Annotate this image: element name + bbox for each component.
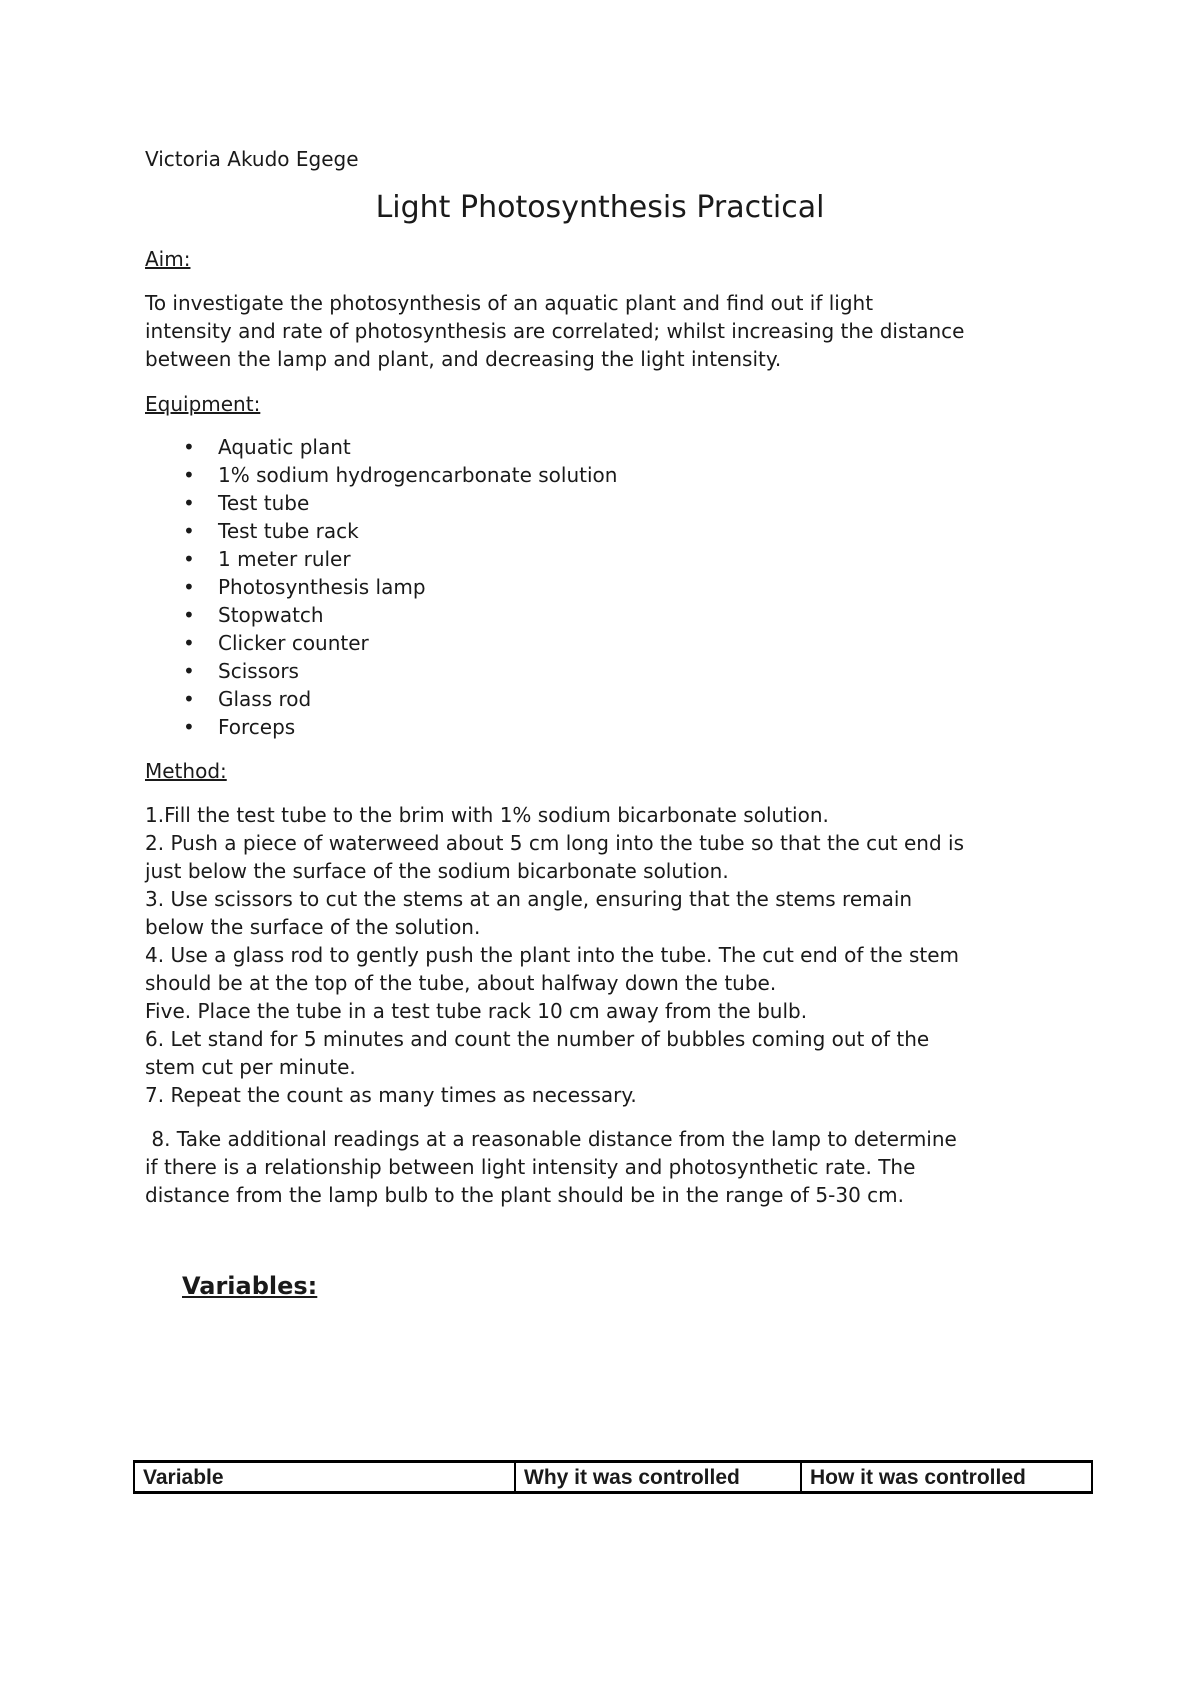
method-line: Five. Place the tube in a test tube rack 10 cm away from the bulb.: [145, 999, 808, 1023]
bullet-icon: •: [183, 715, 195, 739]
method-line: should be at the top of the tube, about halfway down the tube.: [145, 971, 777, 995]
method-line: 1.Fill the test tube to the brim with 1% sodium bicarbonate solution.: [145, 803, 829, 827]
bullet-icon: •: [183, 547, 195, 571]
method-line: 6. Let stand for 5 minutes and count the number of bubbles coming out of the: [145, 1027, 930, 1051]
method-line: distance from the lamp bulb to the plant should be in the range of 5-30 cm.: [145, 1183, 904, 1207]
method-line: stem cut per minute.: [145, 1055, 356, 1079]
list-item: • Forceps: [183, 715, 296, 739]
aim-line: intensity and rate of photosynthesis are correlated; whilst increasing the distance: [145, 319, 965, 343]
method-line: 3. Use scissors to cut the stems at an angle, ensuring that the stems remain: [145, 887, 913, 911]
author-name: Victoria Akudo Egege: [145, 147, 359, 171]
table-header-variable: Variable: [134, 1462, 515, 1493]
document-title: Light Photosynthesis Practical: [375, 190, 825, 225]
table-header-how: How it was controlled: [801, 1462, 1092, 1493]
bullet-icon: •: [183, 463, 195, 487]
method-steps: [145, 801, 964, 1109]
list-item: • Photosynthesis lamp: [183, 575, 426, 599]
method-line: below the surface of the solution.: [145, 915, 481, 939]
method-line: 8. Take additional readings at a reasonable distance from the lamp to determine: [145, 1127, 957, 1151]
aim-line: between the lamp and plant, and decreasing the light intensity.: [145, 347, 782, 371]
method-line: if there is a relationship between light intensity and photosynthetic rate. The: [145, 1155, 916, 1179]
list-item: • Test tube rack: [183, 519, 359, 543]
equipment-list: [145, 433, 617, 741]
aim-line: To investigate the photosynthesis of an aquatic plant and find out if light: [145, 291, 874, 315]
bullet-icon: •: [183, 491, 195, 515]
bullet-icon: •: [183, 435, 195, 459]
bullet-icon: •: [183, 575, 195, 599]
method-line: 2. Push a piece of waterweed about 5 cm long into the tube so that the cut end is: [145, 831, 965, 855]
list-item: • 1% sodium hydrogencarbonate solution: [183, 463, 618, 487]
method-line: 4. Use a glass rod to gently push the plant into the tube. The cut end of the stem: [145, 943, 960, 967]
aim-paragraph: [145, 289, 1085, 373]
bullet-icon: •: [183, 519, 195, 543]
variables-heading: Variables:: [182, 1272, 318, 1300]
bullet-icon: •: [183, 603, 195, 627]
list-item: • Test tube: [183, 491, 310, 515]
list-item: • 1 meter ruler: [183, 547, 351, 571]
method-line: 7. Repeat the count as many times as necessary.: [145, 1083, 637, 1107]
bullet-icon: •: [183, 631, 195, 655]
method-heading: Method:: [145, 759, 227, 783]
bullet-icon: •: [183, 659, 195, 683]
equipment-heading: Equipment:: [145, 392, 261, 416]
table-header-why: Why it was controlled: [515, 1462, 801, 1493]
list-item: • Stopwatch: [183, 603, 324, 627]
aim-heading: Aim:: [145, 247, 191, 271]
list-item: • Glass rod: [183, 687, 312, 711]
list-item: • Aquatic plant: [183, 435, 351, 459]
list-item: • Clicker counter: [183, 631, 369, 655]
method-step-8: [145, 1125, 957, 1209]
bullet-icon: •: [183, 687, 195, 711]
table-header-row: [134, 1462, 1092, 1493]
list-item: • Scissors: [183, 659, 299, 683]
variables-table: [133, 1460, 1093, 1494]
method-line: just below the surface of the sodium bicarbonate solution.: [145, 859, 729, 883]
